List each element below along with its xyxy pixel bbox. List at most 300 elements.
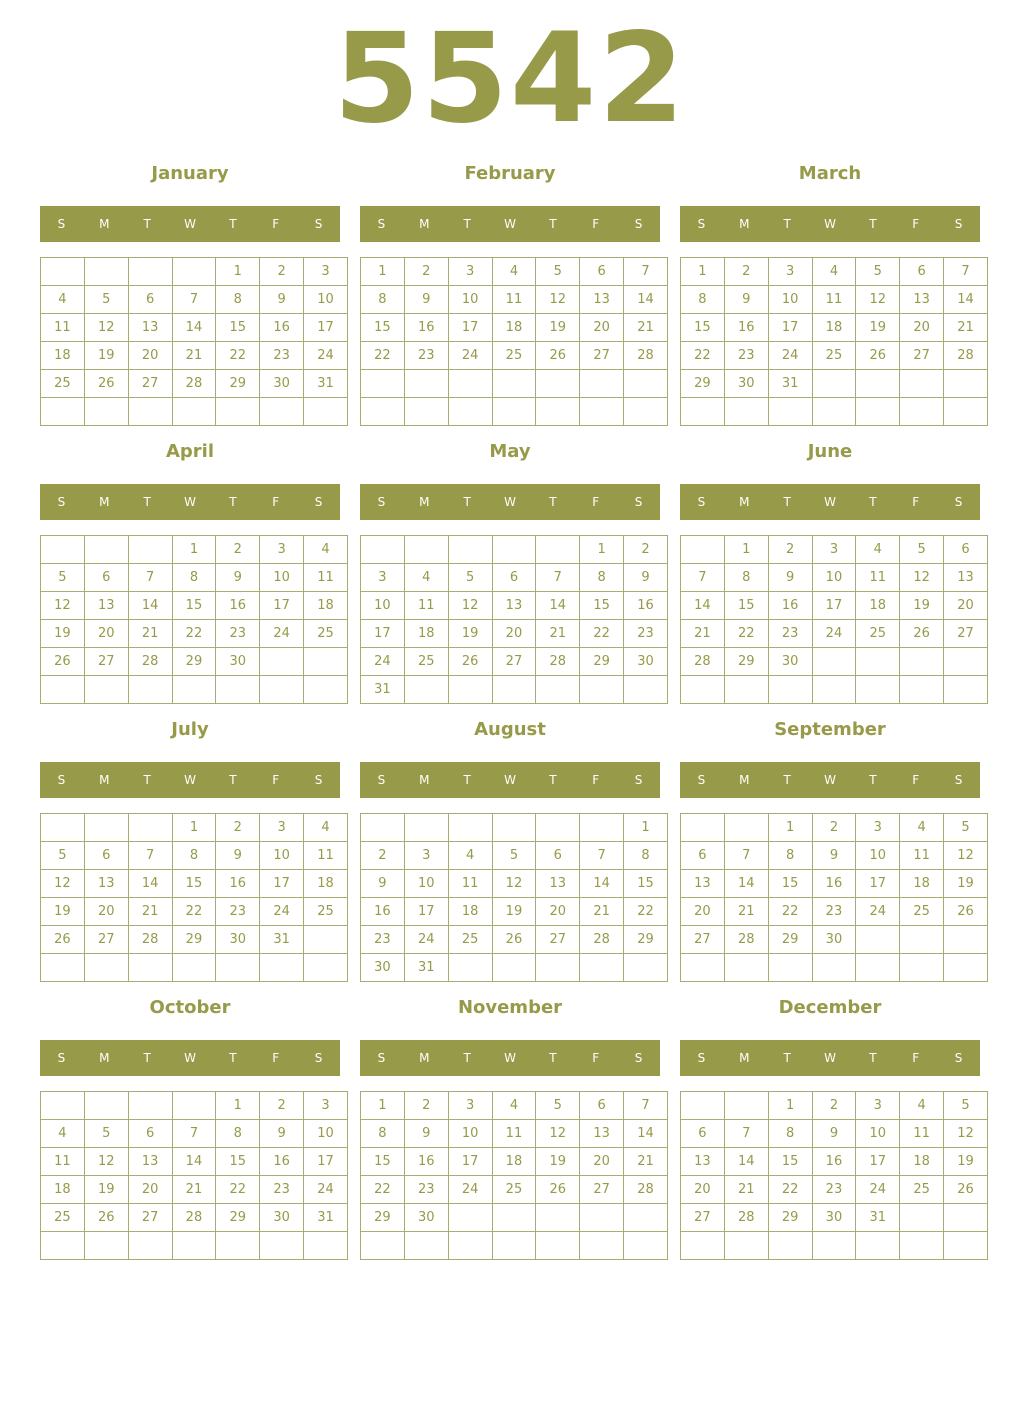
- day-cell: 7: [128, 564, 172, 592]
- empty-day-cell: [128, 676, 172, 704]
- day-cell: 30: [404, 1204, 448, 1232]
- weekday-label: M: [739, 217, 750, 231]
- day-cell: 20: [900, 314, 944, 342]
- empty-day-cell: [944, 926, 988, 954]
- day-cell: 20: [681, 1176, 725, 1204]
- day-cell: 28: [172, 370, 216, 398]
- empty-day-cell: [580, 676, 624, 704]
- day-cell: 7: [128, 842, 172, 870]
- empty-day-cell: [41, 1232, 85, 1260]
- empty-day-cell: [724, 1092, 768, 1120]
- weekday-label: S: [954, 217, 963, 231]
- day-cell: 18: [900, 870, 944, 898]
- week-row: [41, 842, 348, 870]
- day-cell: 17: [260, 870, 304, 898]
- week-row: [361, 648, 668, 676]
- day-cell: 28: [580, 926, 624, 954]
- week-row: [41, 954, 348, 982]
- day-cell: 28: [944, 342, 988, 370]
- weekday-label: S: [57, 217, 66, 231]
- day-cell: 1: [580, 536, 624, 564]
- day-cell: 23: [216, 620, 260, 648]
- day-cell: 12: [84, 1148, 128, 1176]
- week-row: [361, 286, 668, 314]
- weekday-label: F: [272, 1051, 280, 1065]
- empty-day-cell: [492, 1204, 536, 1232]
- weekday-label: T: [463, 1051, 471, 1065]
- day-cell: 11: [812, 286, 856, 314]
- day-cell: 2: [768, 536, 812, 564]
- empty-day-cell: [492, 370, 536, 398]
- weekday-label: F: [272, 773, 280, 787]
- week-row: [361, 842, 668, 870]
- empty-day-cell: [681, 1092, 725, 1120]
- day-cell: 8: [216, 286, 260, 314]
- week-row: [681, 870, 988, 898]
- empty-day-cell: [41, 398, 85, 426]
- day-cell: 8: [768, 842, 812, 870]
- day-cell: 20: [944, 592, 988, 620]
- week-row: [41, 648, 348, 676]
- empty-day-cell: [536, 676, 580, 704]
- empty-day-cell: [944, 1204, 988, 1232]
- day-cell: 6: [492, 564, 536, 592]
- weekday-label: W: [504, 773, 516, 787]
- empty-day-cell: [900, 1232, 944, 1260]
- day-cell: 5: [84, 1120, 128, 1148]
- day-cell: 18: [404, 620, 448, 648]
- day-cell: 7: [172, 1120, 216, 1148]
- empty-day-cell: [812, 954, 856, 982]
- week-row: [41, 398, 348, 426]
- week-row: [681, 592, 988, 620]
- day-cell: 5: [536, 258, 580, 286]
- day-cell: 14: [681, 592, 725, 620]
- day-cell: 13: [84, 870, 128, 898]
- week-row: [361, 258, 668, 286]
- empty-day-cell: [361, 536, 405, 564]
- weekday-label: T: [143, 1051, 151, 1065]
- day-cell: 16: [768, 592, 812, 620]
- weekday-label: S: [314, 773, 323, 787]
- weekday-label: S: [314, 495, 323, 509]
- empty-day-cell: [900, 648, 944, 676]
- day-cell: 21: [681, 620, 725, 648]
- day-cell: 24: [404, 926, 448, 954]
- day-cell: 7: [724, 1120, 768, 1148]
- week-row: [681, 676, 988, 704]
- day-cell: 8: [624, 842, 668, 870]
- day-cell: 19: [41, 898, 85, 926]
- empty-day-cell: [172, 398, 216, 426]
- day-cell: 27: [900, 342, 944, 370]
- weekday-header-bar: [360, 484, 660, 520]
- empty-day-cell: [492, 676, 536, 704]
- empty-day-cell: [84, 1092, 128, 1120]
- day-cell: 20: [128, 1176, 172, 1204]
- day-cell: 23: [812, 898, 856, 926]
- day-cell: 24: [768, 342, 812, 370]
- week-row: [41, 1176, 348, 1204]
- empty-day-cell: [856, 648, 900, 676]
- day-cell: 9: [260, 1120, 304, 1148]
- day-cell: 31: [304, 370, 348, 398]
- empty-day-cell: [216, 954, 260, 982]
- day-cell: 30: [260, 370, 304, 398]
- weekday-label: T: [229, 217, 237, 231]
- day-cell: 17: [404, 898, 448, 926]
- day-cell: 31: [404, 954, 448, 982]
- weekday-label: S: [697, 217, 706, 231]
- day-cell: 17: [260, 592, 304, 620]
- day-cell: 30: [812, 926, 856, 954]
- day-cell: 17: [856, 870, 900, 898]
- day-cell: 18: [304, 592, 348, 620]
- day-cell: 11: [856, 564, 900, 592]
- weekday-label: W: [824, 773, 836, 787]
- day-cell: 7: [624, 258, 668, 286]
- empty-day-cell: [856, 1232, 900, 1260]
- day-cell: 30: [361, 954, 405, 982]
- day-cell: 21: [172, 1176, 216, 1204]
- day-cell: 7: [536, 564, 580, 592]
- day-cell: 4: [448, 842, 492, 870]
- day-cell: 20: [580, 314, 624, 342]
- empty-day-cell: [812, 648, 856, 676]
- day-cell: 4: [856, 536, 900, 564]
- day-cell: 10: [768, 286, 812, 314]
- day-cell: 3: [448, 258, 492, 286]
- day-cell: 24: [448, 1176, 492, 1204]
- day-cell: 19: [900, 592, 944, 620]
- weekday-label: T: [869, 217, 877, 231]
- day-cell: 2: [624, 536, 668, 564]
- empty-day-cell: [128, 814, 172, 842]
- day-cell: 7: [681, 564, 725, 592]
- day-cell: 28: [624, 342, 668, 370]
- weekday-label: T: [549, 773, 557, 787]
- weekday-label: S: [634, 495, 643, 509]
- day-cell: 31: [361, 676, 405, 704]
- day-cell: 26: [448, 648, 492, 676]
- day-cell: 28: [128, 648, 172, 676]
- day-cell: 15: [724, 592, 768, 620]
- empty-day-cell: [492, 1232, 536, 1260]
- day-cell: 28: [128, 926, 172, 954]
- day-cell: 9: [361, 870, 405, 898]
- day-cell: 13: [900, 286, 944, 314]
- empty-day-cell: [361, 814, 405, 842]
- day-cell: 1: [768, 814, 812, 842]
- day-cell: 6: [681, 842, 725, 870]
- empty-day-cell: [304, 676, 348, 704]
- empty-day-cell: [304, 926, 348, 954]
- day-cell: 9: [260, 286, 304, 314]
- empty-day-cell: [41, 676, 85, 704]
- day-cell: 15: [768, 1148, 812, 1176]
- weekday-header-bar: [680, 484, 980, 520]
- empty-day-cell: [724, 954, 768, 982]
- day-cell: 2: [812, 1092, 856, 1120]
- day-grid: [680, 1091, 988, 1260]
- day-cell: 19: [536, 1148, 580, 1176]
- day-cell: 30: [260, 1204, 304, 1232]
- day-grid: [360, 535, 668, 704]
- day-cell: 5: [944, 814, 988, 842]
- day-cell: 11: [492, 286, 536, 314]
- weekday-label: T: [229, 1051, 237, 1065]
- day-cell: 20: [681, 898, 725, 926]
- week-row: [681, 1148, 988, 1176]
- week-row: [361, 342, 668, 370]
- weekday-label: W: [504, 1051, 516, 1065]
- day-cell: 10: [812, 564, 856, 592]
- day-cell: 26: [944, 1176, 988, 1204]
- day-cell: 17: [448, 1148, 492, 1176]
- day-cell: 23: [768, 620, 812, 648]
- week-row: [41, 592, 348, 620]
- weekday-label: S: [954, 495, 963, 509]
- empty-day-cell: [304, 1232, 348, 1260]
- empty-day-cell: [944, 398, 988, 426]
- day-cell: 11: [41, 314, 85, 342]
- week-row: [681, 536, 988, 564]
- day-cell: 22: [361, 342, 405, 370]
- day-cell: 13: [580, 286, 624, 314]
- day-cell: 10: [856, 1120, 900, 1148]
- day-cell: 8: [580, 564, 624, 592]
- weekday-label: T: [869, 1051, 877, 1065]
- week-row: [361, 1120, 668, 1148]
- empty-day-cell: [681, 676, 725, 704]
- week-row: [681, 620, 988, 648]
- empty-day-cell: [724, 676, 768, 704]
- weekday-label: T: [549, 217, 557, 231]
- day-cell: 6: [128, 286, 172, 314]
- empty-day-cell: [128, 954, 172, 982]
- day-cell: 25: [404, 648, 448, 676]
- day-cell: 26: [900, 620, 944, 648]
- empty-day-cell: [812, 398, 856, 426]
- day-cell: 13: [492, 592, 536, 620]
- month-name: August: [474, 719, 546, 740]
- week-row: [361, 870, 668, 898]
- day-cell: 26: [41, 926, 85, 954]
- week-row: [41, 1148, 348, 1176]
- day-cell: 23: [404, 1176, 448, 1204]
- day-cell: 1: [361, 1092, 405, 1120]
- day-cell: 8: [768, 1120, 812, 1148]
- empty-day-cell: [492, 536, 536, 564]
- day-cell: 17: [448, 314, 492, 342]
- day-cell: 9: [812, 1120, 856, 1148]
- day-cell: 14: [724, 870, 768, 898]
- day-grid: [680, 257, 988, 426]
- empty-day-cell: [681, 1232, 725, 1260]
- day-grid: [680, 535, 988, 704]
- day-cell: 28: [624, 1176, 668, 1204]
- weekday-label: F: [592, 495, 600, 509]
- day-cell: 2: [404, 1092, 448, 1120]
- empty-day-cell: [812, 1232, 856, 1260]
- day-cell: 18: [900, 1148, 944, 1176]
- day-cell: 27: [128, 370, 172, 398]
- week-row: [41, 370, 348, 398]
- weekday-label: T: [783, 495, 791, 509]
- day-cell: 4: [404, 564, 448, 592]
- day-cell: 23: [624, 620, 668, 648]
- weekday-label: F: [912, 217, 920, 231]
- empty-day-cell: [536, 370, 580, 398]
- empty-day-cell: [216, 398, 260, 426]
- empty-day-cell: [768, 1232, 812, 1260]
- day-cell: 29: [624, 926, 668, 954]
- day-cell: 29: [361, 1204, 405, 1232]
- empty-day-cell: [492, 954, 536, 982]
- weekday-label: W: [504, 217, 516, 231]
- weekday-label: T: [143, 773, 151, 787]
- week-row: [361, 620, 668, 648]
- day-cell: 19: [84, 342, 128, 370]
- day-cell: 26: [84, 1204, 128, 1232]
- day-cell: 27: [681, 1204, 725, 1232]
- day-cell: 27: [492, 648, 536, 676]
- weekday-label: F: [592, 773, 600, 787]
- day-cell: 11: [404, 592, 448, 620]
- day-cell: 10: [361, 592, 405, 620]
- week-row: [41, 870, 348, 898]
- week-row: [681, 648, 988, 676]
- day-grid: [40, 813, 348, 982]
- empty-day-cell: [448, 536, 492, 564]
- weekday-header-bar: [40, 206, 340, 242]
- day-cell: 25: [448, 926, 492, 954]
- day-cell: 25: [41, 1204, 85, 1232]
- day-cell: 3: [304, 1092, 348, 1120]
- day-cell: 10: [260, 842, 304, 870]
- day-cell: 4: [812, 258, 856, 286]
- empty-day-cell: [84, 814, 128, 842]
- year-title: 5542: [333, 7, 687, 151]
- day-cell: 4: [304, 536, 348, 564]
- weekday-label: W: [184, 217, 196, 231]
- empty-day-cell: [492, 814, 536, 842]
- weekday-header-bar: [680, 762, 980, 798]
- empty-day-cell: [304, 954, 348, 982]
- week-row: [41, 564, 348, 592]
- day-cell: 29: [768, 1204, 812, 1232]
- day-cell: 13: [681, 870, 725, 898]
- empty-day-cell: [856, 926, 900, 954]
- day-cell: 16: [404, 1148, 448, 1176]
- day-cell: 22: [216, 1176, 260, 1204]
- day-cell: 6: [536, 842, 580, 870]
- empty-day-cell: [580, 370, 624, 398]
- day-cell: 4: [900, 814, 944, 842]
- day-cell: 16: [404, 314, 448, 342]
- weekday-label: S: [634, 217, 643, 231]
- weekday-label: S: [634, 773, 643, 787]
- day-cell: 16: [624, 592, 668, 620]
- week-row: [361, 676, 668, 704]
- day-cell: 7: [944, 258, 988, 286]
- day-cell: 19: [492, 898, 536, 926]
- week-row: [361, 898, 668, 926]
- day-grid: [360, 813, 668, 982]
- day-cell: 25: [304, 898, 348, 926]
- day-cell: 16: [812, 1148, 856, 1176]
- weekday-label: T: [869, 773, 877, 787]
- day-cell: 1: [724, 536, 768, 564]
- day-cell: 4: [41, 286, 85, 314]
- empty-day-cell: [404, 814, 448, 842]
- day-cell: 16: [812, 870, 856, 898]
- empty-day-cell: [944, 648, 988, 676]
- day-cell: 24: [856, 898, 900, 926]
- day-cell: 8: [172, 564, 216, 592]
- weekday-label: S: [377, 773, 386, 787]
- empty-day-cell: [216, 676, 260, 704]
- day-cell: 23: [812, 1176, 856, 1204]
- empty-day-cell: [900, 1204, 944, 1232]
- day-cell: 11: [304, 842, 348, 870]
- week-row: [41, 314, 348, 342]
- empty-day-cell: [128, 258, 172, 286]
- day-cell: 9: [216, 842, 260, 870]
- week-row: [41, 286, 348, 314]
- day-cell: 12: [492, 870, 536, 898]
- day-cell: 6: [681, 1120, 725, 1148]
- day-cell: 24: [448, 342, 492, 370]
- week-row: [41, 536, 348, 564]
- week-row: [681, 954, 988, 982]
- day-cell: 19: [944, 1148, 988, 1176]
- empty-day-cell: [681, 954, 725, 982]
- day-cell: 30: [216, 926, 260, 954]
- day-cell: 1: [681, 258, 725, 286]
- week-row: [41, 342, 348, 370]
- week-row: [361, 564, 668, 592]
- day-cell: 29: [172, 926, 216, 954]
- day-cell: 8: [361, 1120, 405, 1148]
- day-cell: 12: [41, 870, 85, 898]
- day-grid: [40, 257, 348, 426]
- day-cell: 5: [448, 564, 492, 592]
- day-cell: 21: [172, 342, 216, 370]
- day-cell: 21: [536, 620, 580, 648]
- day-cell: 19: [84, 1176, 128, 1204]
- day-cell: 10: [856, 842, 900, 870]
- day-cell: 31: [260, 926, 304, 954]
- day-cell: 29: [216, 370, 260, 398]
- day-cell: 29: [580, 648, 624, 676]
- empty-day-cell: [448, 676, 492, 704]
- empty-day-cell: [724, 398, 768, 426]
- day-cell: 2: [260, 258, 304, 286]
- day-cell: 21: [624, 1148, 668, 1176]
- empty-day-cell: [580, 954, 624, 982]
- empty-day-cell: [84, 676, 128, 704]
- empty-day-cell: [944, 370, 988, 398]
- day-cell: 11: [41, 1148, 85, 1176]
- day-cell: 20: [492, 620, 536, 648]
- day-cell: 5: [41, 842, 85, 870]
- day-cell: 14: [944, 286, 988, 314]
- weekday-label: W: [184, 773, 196, 787]
- day-cell: 27: [944, 620, 988, 648]
- weekday-label: S: [57, 773, 66, 787]
- day-cell: 7: [580, 842, 624, 870]
